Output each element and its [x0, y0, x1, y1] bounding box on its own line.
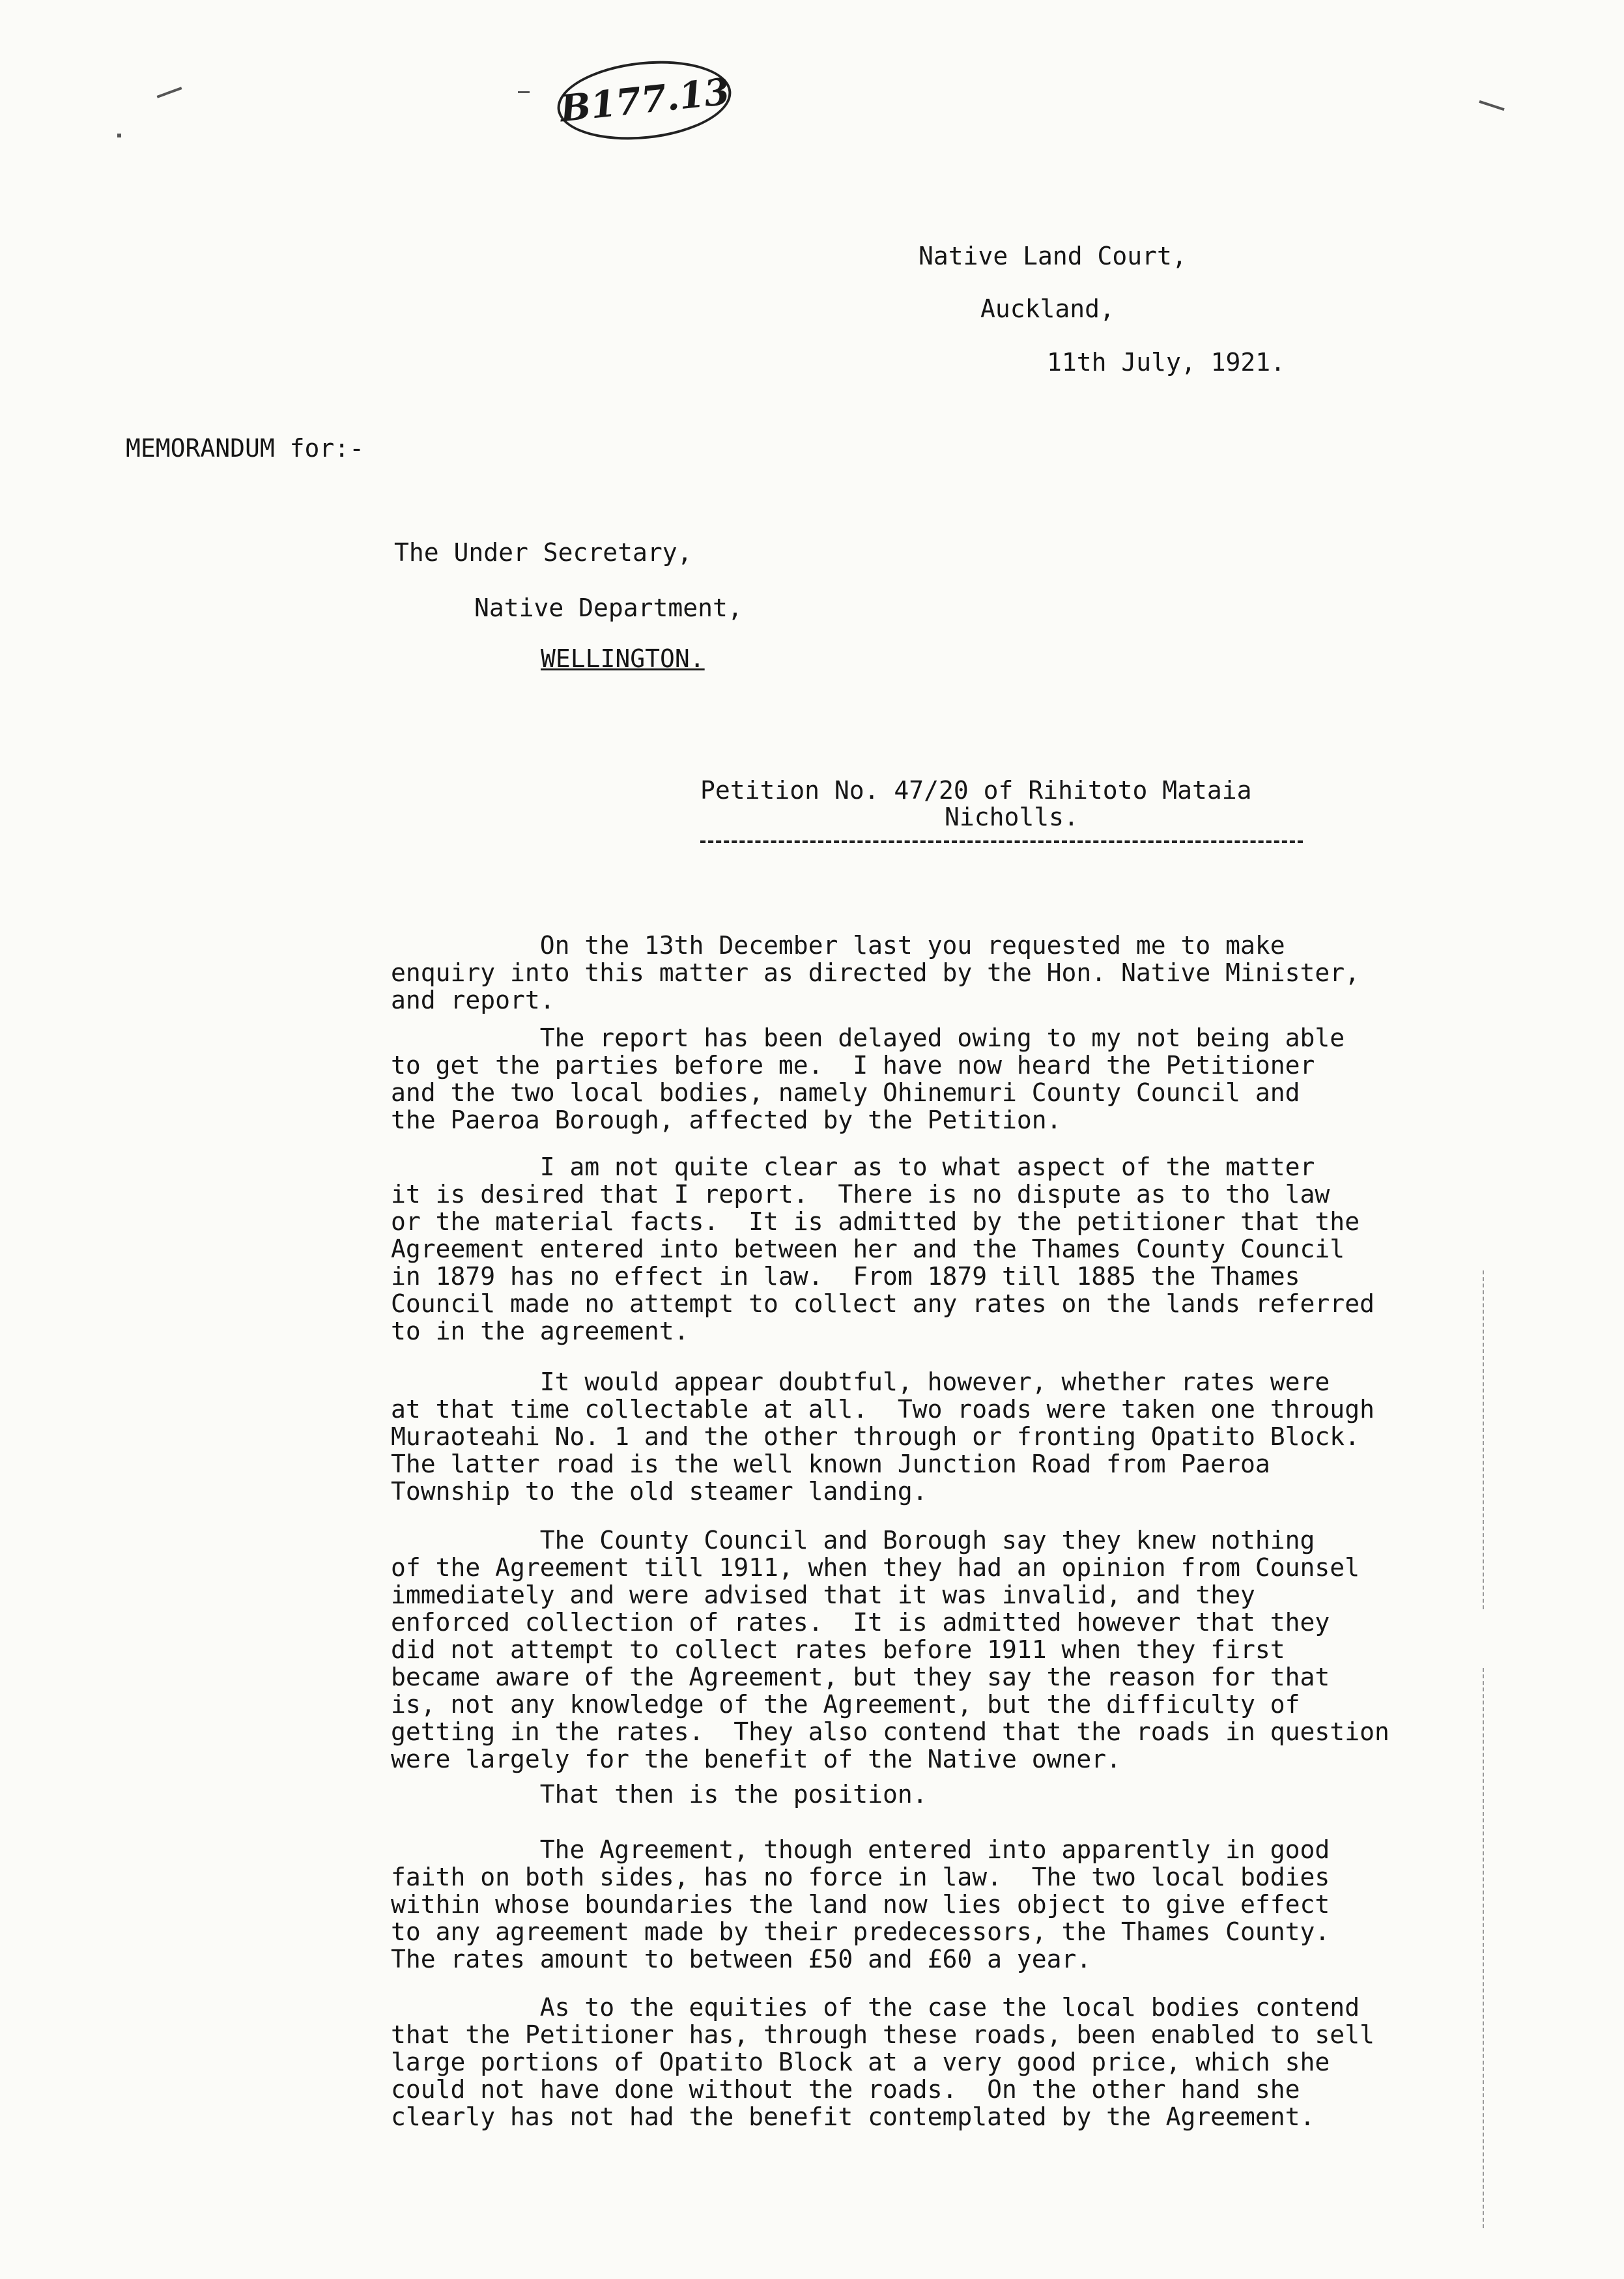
scan-mark — [157, 87, 182, 98]
margin-fold-line — [1483, 1270, 1484, 1609]
memo-label: MEMORANDUM for:- — [126, 434, 365, 463]
paragraph-4: It would appear doubtful, however, whether rates were at that time collectable at all. Two roads were taken one through Muraoteahi No. 1 and the other through or fronting Opatito Block. The latter road is the well known Junction Road from Paeroa Township to the old steamer landing. — [391, 1368, 1375, 1506]
recipient-line-2: Native Department, — [474, 594, 743, 622]
paragraph-1: On the 13th December last you requested me to make enquiry into this matter as directed by the Hon. Native Minister, and report. — [391, 931, 1360, 1014]
paragraph-8: As to the equities of the case the local bodies contend that the Petitioner has, through these roads, been enabled to sell large portions of Opatito Block at a very good price, which she could not have done without the roads. On the other hand she clearly has not had the benefit contemplated by the Agreement. — [391, 1993, 1375, 2131]
subject-line-2: Nicholls. — [945, 803, 1079, 831]
subject-line-1: Petition No. 47/20 of Rihitoto Mataia — [700, 776, 1252, 805]
subject-underline — [700, 840, 1303, 843]
scan-mark — [1479, 100, 1504, 111]
paragraph-3: I am not quite clear as to what aspect of the matter it is desired that I report. There is no dispute as to tho law or the material facts. It is admitted by the petitioner that the Agreement entered into between her and the Thames County Council in 1879 has no effect in law. From 1879 till 1885 the Thames Council made no attempt to collect any rates on the lands referred to in the agreement. — [391, 1153, 1375, 1345]
handwritten-file-ref: B177.13 — [554, 53, 735, 147]
recipient-line-1: The Under Secretary, — [394, 538, 692, 567]
paragraph-2: The report has been delayed owing to my not being able to get the parties before me. I have now heard the Petitioner and the two local bodies, namely Ohinemuri County Council and the Paeroa Borough, affected by the Petition. — [391, 1024, 1345, 1134]
sender-line-1: Native Land Court, — [919, 242, 1187, 270]
scan-mark — [518, 91, 530, 93]
paragraph-6: That then is the position. — [391, 1780, 928, 1809]
sender-line-2: Auckland, — [980, 294, 1115, 323]
paragraph-7: The Agreement, though entered into apparently in good faith on both sides, has no force in law. The two local bodies within whose boundaries the land now lies object to give effect to any agreement made by their predecessors, the Thames County. The rates amount to between £50 and £60 a year. — [391, 1835, 1330, 1973]
letter-date: 11th July, 1921. — [1047, 348, 1286, 377]
scan-mark — [117, 134, 121, 137]
margin-fold-line — [1483, 1668, 1484, 2228]
recipient-line-3: WELLINGTON. — [541, 644, 705, 673]
paragraph-5: The County Council and Borough say they knew nothing of the Agreement till 1911, when they had an opinion from Counsel immediately and were advised that it was invalid, and they enforced collection of rates. It is admitted however that they did not attempt to collect rates before 1911 when they first became aware of the Agreement, but they say the reason for that is, not any knowledge of the Agreement, but the difficulty of getting in the rates. They also contend that the roads in question were largely for the benefit of the Native owner. — [391, 1526, 1389, 1773]
